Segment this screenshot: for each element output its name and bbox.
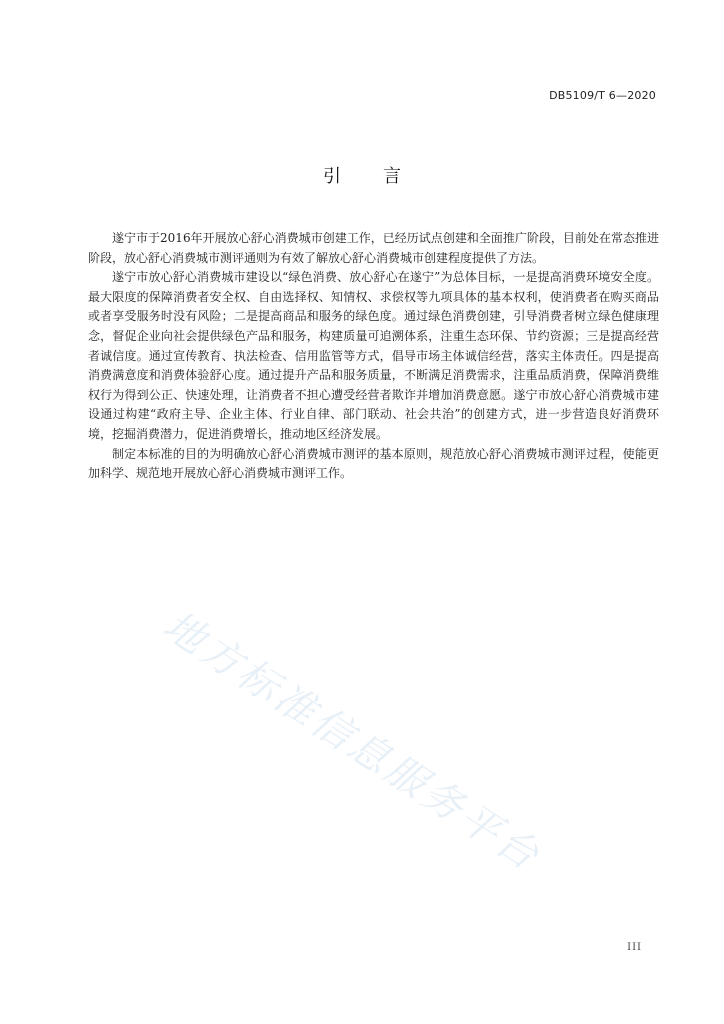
body-text (88, 229, 659, 484)
section-title: 引言 (323, 166, 443, 187)
paragraph-2: 遂宁市放心舒心消费城市建设以“绿色消费、放心舒心在遂宁”为总体目标，一是提高消费环境安全度。最大限度的保障消费者安全权、自由选择权、知情权、求偿权等九项具体的基本权利，使消费者在购买商品或者享受服务时没有风险；二是提高商品和服务的绿色度。通过绿色消费创建，引导消费者树立绿色健康理念，督促企业向社会提供绿色产品和服务，构建质量可追溯体系，注重生态环保、节约资源；三是提高经营者诚信度。通过宣传教育、执法检查、信用监管等方式，倡导市场主体诚信经营，落实主体责任。四是提高消费满意度和消费体验舒心度。通过提升产品和服务质量，不断满足消费需求，注重品质消费，保障消费维权行为得到公正、快速处理，让消费者不担心遭受经营者欺诈并增加消费意愿。遂宁市放心舒心消费城市建设通过构建“政府主导、企业主体、行业自律、部门联动、社会共治”的创建方式，进一步营造良好消费环境，挖掘消费潜力，促进消费增长，推动地区经济发展。 (88, 270, 659, 441)
paragraph-1: 遂宁市于2016年开展放心舒心消费城市创建工作，已经历试点创建和全面推广阶段，目前处在常态推进阶段，放心舒心消费城市测评通则为有效了解放心舒心消费城市创建程度提供了方法。 (88, 231, 659, 265)
watermark: 地方标准信息服务平台 (155, 602, 550, 881)
page-number: III (627, 942, 642, 953)
paragraph-3: 制定本标准的目的为明确放心舒心消费城市测评的基本原则，规范放心舒心消费城市测评过程，使能更加科学、规范地开展放心舒心消费城市测评工作。 (88, 446, 659, 481)
standard-code: DB5109/T 6—2020 (549, 89, 656, 102)
